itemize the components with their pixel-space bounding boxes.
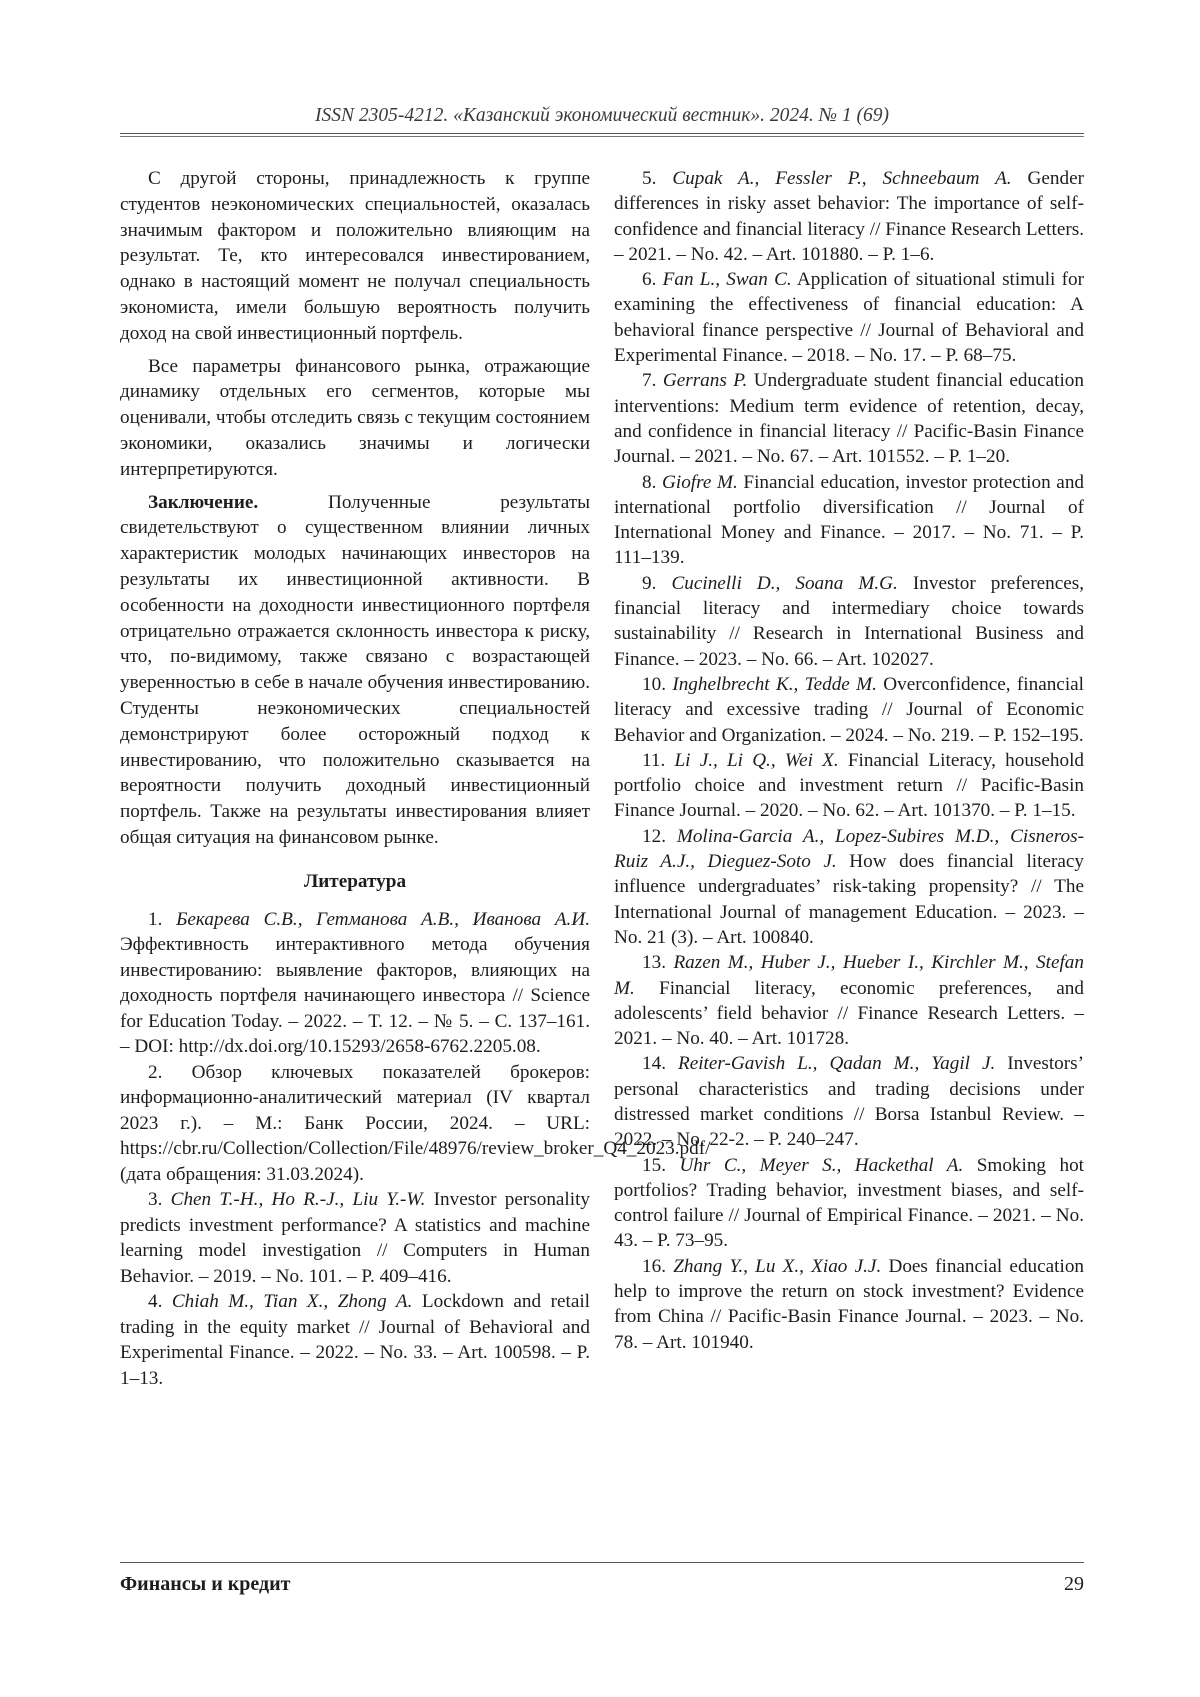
reference-number: 5. xyxy=(642,168,657,189)
reference-item xyxy=(614,1254,1084,1355)
reference-text: Financial education, investor protection and international portfolio diversification // Journal of International Money and Finance. – 2017. – No. 71. – P. 111–139. xyxy=(614,471,1085,569)
reference-number: 9. xyxy=(642,572,657,594)
reference-authors: Reiter-Gavish L., Qadan M., Yagil J. xyxy=(677,1053,996,1075)
reference-text: Обзор ключевых показателей брокеров: информационно-аналитический материал (IV квартал 2023 г.). – М.: Банк России, 2024. – URL: https://cbr.ru/Collection/Collection/File/48976/review_broker_Q4_2023.pdf/ (дата обращения: 31.03.2024). xyxy=(120,1061,711,1185)
reference-number: 2. xyxy=(148,1061,163,1083)
reference-item xyxy=(614,950,1084,1051)
footer-section-title: Финансы и кредит xyxy=(120,1573,291,1595)
reference-text: Application of situational stimuli for examining the effectiveness of financial education: A behavioral finance perspective // Journal of Behavioral and Experimental Finance. – 2018. – No. 17. – P. 68–75. xyxy=(614,269,1084,367)
conclusion-label: Заключение. xyxy=(148,491,259,513)
reference-text: Investor personality predicts investment performance? A statistics and machine learning model investigation // Computers in Human Behavior. – 2019. – No. 101. – P. 409–416. xyxy=(120,1189,591,1287)
reference-number: 11. xyxy=(642,749,666,771)
reference-authors: Chiah M., Tian X., Zhong A. xyxy=(171,1291,413,1313)
reference-item xyxy=(614,748,1084,824)
reference-text: Smoking hot portfolios? Trading behavior, investment biases, and self-control failure // Journal of Empirical Finance. – 2021. – No. 43. – P. 73–95. xyxy=(614,1154,1085,1252)
body-paragraph: Все параметры финансового рынка, отражающие динамику отдельных его сегментов, которые мы оценивали, чтобы отследить связь с текущим состоянием экономики, оказались значимы и логически интерпретируются. xyxy=(120,355,590,480)
reference-number: 1. xyxy=(148,908,163,930)
body-paragraph: С другой стороны, принадлежность к группе студентов неэкономических специальностей, оказалась значимым фактором и положительно влияющим на результат. Те, кто интересовался инвестированием, однако в настоящий момент не получал специальность экономиста, имели большую вероятность получить доход на свой инвестиционный портфель. xyxy=(120,168,590,344)
page-number: 29 xyxy=(1064,1573,1084,1595)
reference-item xyxy=(614,1153,1084,1254)
reference-text: Undergraduate student financial education interventions: Medium term evidence of retention, decay, and confidence in financial literacy // Pacific-Basin Finance Journal. – 2021. – No. 67. – Art. 101552. – P. 1–20. xyxy=(614,370,1084,468)
reference-authors: Бекарева С.В., Гетманова А.В., Иванова А.И. xyxy=(176,908,590,930)
reference-item xyxy=(614,166,1084,267)
conclusion-text: Полученные результаты свидетельствуют о существенном влиянии личных характеристик молодых начинающих инвесторов на результаты их инвестиционной активности. В особенности на доходности инвестиционного портфеля отрицательно отражается склонность инвестора к риску, что, по-видимому, также связано с возрастающей уверенностью в себе в начале обучения инвестированию. Студенты неэкономических специальностей демонстрируют более осторожный подход к инвестированию, что положительно сказывается на вероятности получить доходный инвестиционный портфель. Также на результаты инвестирования влияет общая ситуация на финансовом рынке. xyxy=(120,491,590,848)
reference-item xyxy=(614,470,1084,571)
reference-authors: Chen T.-H., Ho R.-J., Liu Y.-W. xyxy=(170,1189,426,1211)
reference-authors: Inghelbrecht K., Tedde M. xyxy=(672,673,877,695)
reference-number: 8. xyxy=(642,471,657,493)
reference-number: 6. xyxy=(642,269,657,291)
conclusion-paragraph xyxy=(120,490,590,851)
reference-text: Lockdown and retail trading in the equity market // Journal of Behavioral and Experimental Finance. – 2022. – No. 33. – Art. 100598. – P. 1–13. xyxy=(120,1291,591,1389)
reference-item xyxy=(614,1051,1084,1152)
reference-number: 3. xyxy=(148,1189,163,1211)
journal-header: ISSN 2305-4212. «Казанский экономический вестник». 2024. № 1 (69) xyxy=(315,105,889,126)
reference-authors: Razen M., Huber J., Hueber I., Kirchler M., Stefan M. xyxy=(614,952,1084,999)
reference-item xyxy=(614,571,1084,672)
reference-item xyxy=(120,1187,590,1289)
reference-number: 10. xyxy=(642,673,666,695)
literature-heading: Литература xyxy=(303,870,407,892)
reference-text: Financial Literacy, household portfolio choice and investment return // Pacific-Basin Finance Journal. – 2020. – No. 62. – Art. 101370. – P. 1–15. xyxy=(614,749,1085,822)
reference-number: 13. xyxy=(642,952,666,974)
reference-item xyxy=(614,267,1084,368)
right-column xyxy=(614,166,1084,1355)
reference-number: 4. xyxy=(148,1291,163,1313)
reference-text: Investor preferences, financial literacy and intermediary choice towards sustainability // Research in International Business and Finance. – 2023. – No. 66. – Art. 102027. xyxy=(614,572,1084,670)
reference-text: Financial literacy, economic preferences, and adolescents’ field behavior // Finance Research Letters. – 2021. – No. 40. – Art. 101728. xyxy=(614,977,1084,1050)
reference-text: Эффективность интерактивного метода обучения инвестированию: выявление факторов, влияющих на доходность портфеля начинающего инвестора // Science for Education Today. – 2022. – Т. 12. – № 5. – С. 137–161. – DOI: http://dx.doi.org/10.15293/2658-6762.2205.08. xyxy=(120,934,590,1058)
reference-number: 16. xyxy=(642,1255,666,1277)
reference-authors: Cupak A., Fessler P., Schneebaum A. xyxy=(672,168,1012,189)
reference-number: 12. xyxy=(642,825,666,847)
reference-authors: Li J., Li Q., Wei X. xyxy=(674,749,839,771)
reference-authors: Giofre M. xyxy=(662,471,738,493)
reference-authors: Cucinelli D., Soana M.G. xyxy=(671,572,898,594)
reference-item xyxy=(614,824,1084,950)
reference-item xyxy=(120,907,590,1060)
reference-text: Does financial education help to improve the return on stock investment? Evidence from China // Pacific-Basin Finance Journal. – 2023. – No. 78. – Art. 101940. xyxy=(614,1255,1085,1353)
reference-authors: Molina-Garcia A., Lopez-Subires M.D., Cisneros-Ruiz A.J., Dieguez-Soto J. xyxy=(614,825,1084,873)
reference-authors: Zhang Y., Lu X., Xiao J.J. xyxy=(673,1255,882,1277)
reference-item xyxy=(614,672,1084,748)
footer-rule xyxy=(120,1562,1084,1563)
reference-number: 14. xyxy=(642,1053,666,1075)
reference-text: How does financial literacy influence undergraduates’ risk-taking propensity? // The International Journal of management Education. – 2023. – No. 21 (3). – Art. 100840. xyxy=(614,851,1084,948)
reference-text: Investors’ personal characteristics and trading decisions under distressed market conditions // Borsa Istanbul Review. – 2022. – No. 22-2. – P. 240–247. xyxy=(614,1053,1084,1151)
reference-number: 7. xyxy=(642,370,657,392)
header-rule xyxy=(120,133,1084,137)
reference-item xyxy=(120,1289,590,1391)
reference-number: 15. xyxy=(642,1154,666,1176)
reference-text: Overconfidence, financial literacy and excessive trading // Journal of Economic Behavior and Organization. – 2024. – No. 219. – P. 152–195. xyxy=(614,673,1085,746)
reference-text: Gender differences in risky asset behavior: The importance of self-confidence and financial literacy // Finance Research Letters. – 2021. – No. 42. – Art. 101880. – P. 1–6. xyxy=(614,168,1085,265)
reference-authors: Fan L., Swan C. xyxy=(662,269,792,291)
reference-item xyxy=(614,368,1084,469)
reference-authors: Gerrans P. xyxy=(662,370,748,392)
reference-authors: Uhr C., Meyer S., Hackethal A. xyxy=(679,1154,964,1176)
